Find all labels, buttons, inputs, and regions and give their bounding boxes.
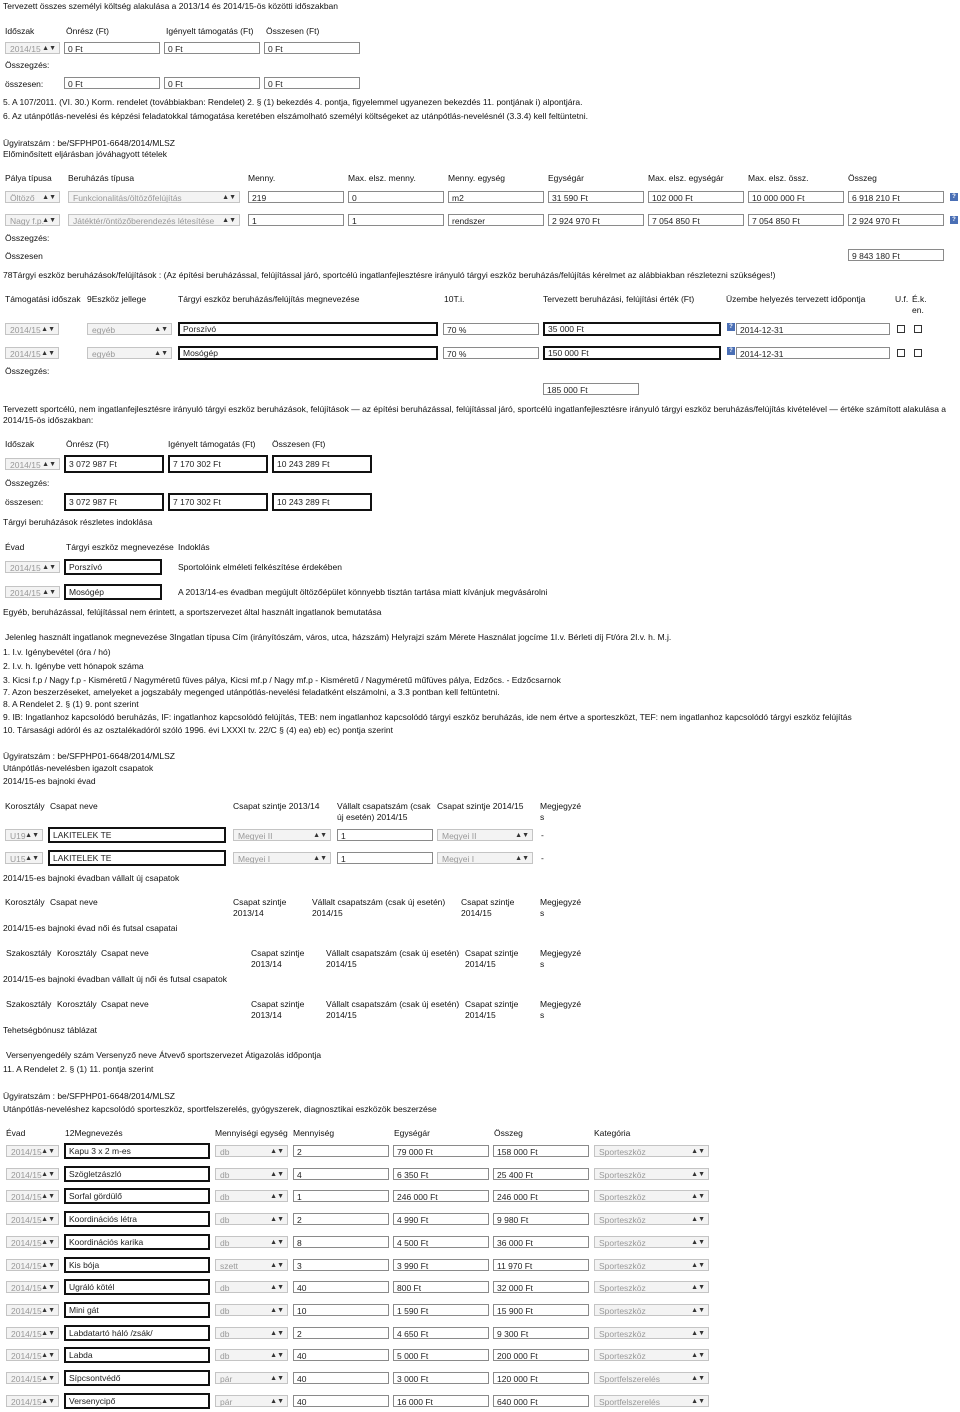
s7-new-col-level2-year: 2014/15 [461,908,492,918]
s6-headers: Jelenleg használt ingatlanok megnevezése 3Ingatlan típusa Cím (irányítószám, város, utca, házszám) Helyrajzi szám Mérete Használat jogcíme 1I.v. Bérleti díj Ft/óra 2I.v. h. M.j. [5,632,672,642]
s2-col-price: Egységár [548,173,584,183]
s1-period-select[interactable]: 2014/15 ▲▼ [5,42,60,54]
equipment-unit-select[interactable]: db ▲▼ [215,1236,288,1248]
equipment-season-select[interactable]: 2014/15 ▲▼ [6,1213,59,1225]
s3-ek-checkbox[interactable] [914,325,922,333]
s1-col-total: Összesen (Ft) [266,26,320,36]
s4-col-total: Összesen (Ft) [272,439,326,449]
equipment-sum: 32 000 Ft [493,1281,589,1293]
s2-price[interactable]: 2 924 970 Ft [548,214,644,226]
s7-col-count-2: új esetén) 2014/15 [337,812,408,822]
s4-total-own: 3 072 987 Ft [64,493,164,511]
equipment-category-select[interactable]: Sporteszköz ▲▼ [594,1327,709,1339]
s7-women-col-team: Csapat neve [101,948,149,958]
s2-maxtotal: 10 000 000 Ft [748,191,844,203]
s4-period-select[interactable]: 2014/15 ▲▼ [5,458,60,470]
s7-women-col-note-2: s [540,959,545,969]
equipment-qty-input[interactable]: 40 [293,1395,389,1407]
s7-talent-title: Tehetségbónusz táblázat [3,1025,98,1035]
s1-total-own: 0 Ft [64,77,160,89]
s6-note: 1. I.v. Igénybevétel (óra / hó) [3,647,111,657]
equipment-season-select[interactable]: 2014/15 ▲▼ [6,1372,59,1384]
s2-type-select[interactable]: Játéktér/öntözőberendezés létesítése ▲▼ [68,214,240,226]
equipment-sum: 36 000 Ft [493,1236,589,1248]
s8-col-unit: Mennyiségi egység [215,1128,288,1138]
help-icon[interactable]: ? [727,347,735,355]
s8-col-season: Évad [6,1128,26,1138]
s4-intro: Tervezett sportcélú, nem ingatlanfejlesztésre irányuló tárgyi eszköz beruházások, felújítások — az építési beruházással, felújítással járó, sportcélú ingatlanfejlesztésre irányuló tárgyi eszköz beruházás/felújítás kivételével — értéke számított alakulása a [3,404,947,414]
s7-women-col-level1-year: 2013/14 [251,959,282,969]
s1-total-label: összesen: [5,79,44,89]
equipment-price-input[interactable]: 4 500 Ft [393,1236,489,1248]
s7-team-input[interactable]: LAKITELEK TE [48,827,226,843]
s5-col-reason: Indoklás [178,542,210,552]
s7-wnew-col-age: Korosztály [57,999,97,1009]
footnote-6: 6. Az utánpótlás-nevelési és képzési feladatokkal támogatása keretében elszámolható személyi költségeket az utánpótlás-nevelésnél (3.3.4) kell feltüntetni. [3,111,588,121]
equipment-name-input[interactable]: Koordinációs létra [64,1211,210,1227]
equipment-qty-input[interactable]: 8 [293,1236,389,1248]
s7-women-new-title: 2014/15-es bajnoki évadban vállalt új női és futsal csapatok [3,974,227,984]
equipment-unit-select[interactable]: db ▲▼ [215,1145,288,1157]
equipment-name-input[interactable]: Sorfal gördülő [64,1188,210,1204]
equipment-sum: 200 000 Ft [493,1349,589,1361]
equipment-category-select[interactable]: Sporteszköz ▲▼ [594,1236,709,1248]
s7-new-col-note: Megjegyzé [540,897,582,907]
s7-talent-note: 11. A Rendelet 2. § (1) 11. pontja szerint [3,1064,154,1074]
s6-title: Egyéb, beruházással, felújítással nem érintett, a sportszervezet által használt ingatlanok bemutatása [3,607,382,617]
s7-new-col-team: Csapat neve [50,897,98,907]
equipment-qty-input[interactable]: 3 [293,1259,389,1271]
equipment-unit-select[interactable]: db ▲▼ [215,1327,288,1339]
equipment-season-select[interactable]: 2014/15 ▲▼ [6,1327,59,1339]
equipment-name-input[interactable]: Kis bója [64,1257,210,1273]
s2-total-label: Összesen [5,251,43,261]
s1-own-input[interactable]: 0 Ft [64,42,160,54]
equipment-season-select[interactable]: 2014/15 ▲▼ [6,1190,59,1202]
s3-ek-checkbox[interactable] [914,349,922,357]
s3-col-date: Üzembe helyezés tervezett időpontja [726,294,866,304]
equipment-price-input[interactable]: 3 000 Ft [393,1372,489,1384]
footnote-5: 5. A 107/2011. (VI. 30.) Korm. rendelet (továbbiakban: Rendelet) 2. § (1) bekezdés 4. pontja, figyelemmel ugyanezen bekezdés 11. pontjának i) alpontjára. [3,97,583,107]
s2-unit: m2 [448,191,544,203]
equipment-season-select[interactable]: 2014/15 ▲▼ [6,1304,59,1316]
s6-note: 8. A Rendelet 2. § (1) 9. pont szerint [3,699,139,709]
equipment-category-select[interactable]: Sporteszköz ▲▼ [594,1281,709,1293]
s2-type-select[interactable]: Funkcionalitás/öltözőfelújítás ▲▼ [68,191,240,203]
s3-summary-label: Összegzés: [5,366,50,376]
s2-field-select[interactable]: Nagy f.p. ▲▼ [5,214,60,226]
equipment-name-input[interactable]: Szögletzászló [64,1166,210,1182]
s8-file-number: Ügyiratszám : be/SFPHP01-6648/2014/MLSZ [3,1091,175,1101]
s4-col-support: Igényelt támogatás (Ft) [168,439,256,449]
s8-col-price: Egységár [394,1128,430,1138]
equipment-season-select[interactable]: 2014/15 ▲▼ [6,1349,59,1361]
equipment-name-input[interactable]: Mini gát [64,1302,210,1318]
equipment-sum: 120 000 Ft [493,1372,589,1384]
s7-women-col-age: Korosztály [57,948,97,958]
s7-new-title: 2014/15-es bajnoki évadban vállalt új csapatok [3,873,180,883]
equipment-season-select[interactable]: 2014/15 ▲▼ [6,1168,59,1180]
s2-summary-label: Összegzés: [5,233,50,243]
equipment-price-input[interactable]: 6 350 Ft [393,1168,489,1180]
s7-age-select[interactable]: U19 ▲▼ [5,829,43,841]
s3-col-kind: 9Eszköz jellege [87,294,147,304]
s3-intro: 78Tárgyi eszköz beruházások/felújítások : (Az építési beruházással, felújítással járó, sportcélú ingatlanfejlesztésre irányuló tárgyi eszköz beruházás/felújítás kérelmet az alábbiakban részletezni szükséges!) [3,270,776,280]
page-title: Tervezett összes személyi költség alakulása a 2013/14 és 2014/15-ös közötti időszakban [3,1,338,11]
s7-wnew-col-count: Vállalt csapatszám (csak új esetén) [326,999,460,1009]
equipment-season-select[interactable]: 2014/15 ▲▼ [6,1145,59,1157]
s7-wnew-col-note-2: s [540,1010,545,1020]
equipment-name-input[interactable]: Sípcsontvédő [64,1370,210,1386]
s2-maxqty: 1 [348,214,444,226]
s3-uf-checkbox[interactable] [897,349,905,357]
s7-col-count: Vállalt csapatszám (csak [337,801,431,811]
s2-col-unit: Menny. egység [448,173,506,183]
s7-col-level2: Csapat szintje 2014/15 [437,801,524,811]
s3-value-input[interactable]: 35 000 Ft [543,322,721,336]
pre-items-title: Előminősített eljárásban jóváhagyott tételek [3,149,167,159]
equipment-category-select[interactable]: Sporteszköz ▲▼ [594,1213,709,1225]
s7-new-col-count: Vállalt csapatszám (csak új esetén) [312,897,446,907]
s7-new-col-level2: Csapat szintje [461,897,515,907]
s8-col-name: 12Megnevezés [65,1128,123,1138]
s8-col-sum: Összeg [494,1128,523,1138]
s3-col-period: Támogatási időszak [5,294,81,304]
s1-total-input[interactable]: 0 Ft [264,42,360,54]
equipment-price-input[interactable]: 16 000 Ft [393,1395,489,1407]
equipment-price-input[interactable]: 79 000 Ft [393,1145,489,1157]
s7-women-col-section: Szakosztály [6,948,52,958]
equipment-qty-input[interactable]: 10 [293,1304,389,1316]
s2-col-maxtotal: Max. elsz. össz. [748,173,809,183]
s6-note: 7. Azon beszerzéseket, amelyeket a jogszabály megenged utánpótlás-nevelési feladatként elszámolni, a 3.3 pontban kell feltüntetni. [3,687,500,697]
s3-kind-select[interactable]: egyéb ▲▼ [87,323,172,335]
s3-total: 185 000 Ft [543,383,639,395]
s4-col-own: Önrész (Ft) [66,439,109,449]
s7-age-select[interactable]: U15 ▲▼ [5,852,43,864]
equipment-price-input[interactable]: 800 Ft [393,1281,489,1293]
s1-total-support: 0 Ft [164,77,260,89]
s2-maxtotal: 7 054 850 Ft [748,214,844,226]
equipment-sum: 9 300 Ft [493,1327,589,1339]
s3-date-input[interactable]: 2014-12-31 [736,323,890,335]
equipment-unit-select[interactable]: db ▲▼ [215,1213,288,1225]
equipment-price-input[interactable]: 4 990 Ft [393,1213,489,1225]
s5-reason: Sportolóink elméleti felkészítése érdekében [178,562,342,572]
s2-maxprice: 7 054 850 Ft [648,214,744,226]
s3-value-input[interactable]: 150 000 Ft [543,346,721,360]
s6-note: 10. Társasági adóról és az osztalékadóról szóló 1996. évi LXXXI tv. 22/C § (4) ea) eb) ec) pontja szerint [3,725,393,735]
equipment-unit-select[interactable]: pár ▲▼ [215,1372,288,1384]
s6-note: 2. I.v. h. Igénybe vett hónapok száma [3,661,144,671]
s2-col-field: Pálya típusa [5,173,52,183]
equipment-season-select[interactable]: 2014/15 ▲▼ [6,1395,59,1407]
s1-col-support: Igényelt támogatás (Ft) [166,26,254,36]
s7-col-note: Megjegyzé [540,801,582,811]
s1-col-own: Önrész (Ft) [66,26,109,36]
s7-wnew-col-section: Szakosztály [6,999,52,1009]
equipment-price-input[interactable]: 4 650 Ft [393,1327,489,1339]
s2-sum: 2 924 970 Ft [848,214,944,226]
s8-col-category: Kategória [594,1128,631,1138]
equipment-category-select[interactable]: Sporteszköz ▲▼ [594,1145,709,1157]
s7-level2-select[interactable]: Megyei I ▲▼ [437,852,533,864]
s7-new-col-level1: Csapat szintje [233,897,287,907]
s2-col-type: Beruházás típusa [68,173,135,183]
s3-col-name: Tárgyi eszköz beruházás/felújítás megnevezése [178,294,360,304]
s1-total-total: 0 Ft [264,77,360,89]
equipment-qty-input[interactable]: 40 [293,1349,389,1361]
s5-name[interactable]: Mosógép [64,584,162,600]
s3-name-input[interactable]: Mosógép [178,346,438,360]
equipment-unit-select[interactable]: db ▲▼ [215,1304,288,1316]
s3-name-input[interactable]: Porszívó [178,322,438,336]
s3-col-uf: U.f. [895,294,909,304]
s7-count-input[interactable]: 1 [337,829,433,841]
s2-col-maxqty: Max. elsz. menny. [348,173,416,183]
s7-col-level1: Csapat szintje 2013/14 [233,801,320,811]
s2-qty[interactable]: 1 [248,214,344,226]
s2-field-select[interactable]: Öltöző ▲▼ [5,191,60,203]
equipment-unit-select[interactable]: db ▲▼ [215,1190,288,1202]
s2-maxqty: 0 [348,191,444,203]
s2-maxprice: 102 000 Ft [648,191,744,203]
s3-kind-select[interactable]: egyéb ▲▼ [87,347,172,359]
equipment-qty-input[interactable]: 4 [293,1168,389,1180]
s7-wnew-col-note: Megjegyzé [540,999,582,1009]
s3-ti-input[interactable]: 70 % [443,347,539,359]
s5-col-name: Tárgyi eszköz megnevezése [66,542,174,552]
equipment-category-select[interactable]: Sporteszköz ▲▼ [594,1349,709,1361]
s7-wnew-col-level2-year: 2014/15 [465,1010,496,1020]
s3-date-input[interactable]: 2014-12-31 [736,347,890,359]
s5-season-select[interactable]: 2014/15 ▲▼ [5,561,60,573]
s2-unit: rendszer [448,214,544,226]
equipment-qty-input[interactable]: 2 [293,1145,389,1157]
s8-title: Utánpótlás-neveléshez kapcsolódó sporteszköz, sportfelszerelés, gyógyszerek, diagnosztikai eszközök beszerzése [3,1104,437,1114]
s2-total: 9 843 180 Ft [848,249,944,261]
help-icon[interactable]: ? [727,323,735,331]
s1-col-period: Időszak [5,26,35,36]
s3-period-select[interactable]: 2014/15 ▲▼ [5,323,59,335]
s7-women-col-note: Megjegyzé [540,948,582,958]
s7-title: Utánpótlás-nevelésben igazolt csapatok [3,763,154,773]
equipment-unit-select[interactable]: pár ▲▼ [215,1395,288,1407]
equipment-sum: 25 400 Ft [493,1168,589,1180]
s7-count-input[interactable]: 1 [337,852,433,864]
s1-support-input[interactable]: 0 Ft [164,42,260,54]
equipment-sum: 11 970 Ft [493,1259,589,1271]
equipment-category-select[interactable]: Sporteszköz ▲▼ [594,1190,709,1202]
equipment-name-input[interactable]: Kapu 3 x 2 m-es [64,1143,210,1159]
equipment-unit-select[interactable]: db ▲▼ [215,1349,288,1361]
equipment-season-select[interactable]: 2014/15 ▲▼ [6,1236,59,1248]
equipment-season-select[interactable]: 2014/15 ▲▼ [6,1259,59,1271]
equipment-sum: 158 000 Ft [493,1145,589,1157]
s1-summary-label: Összegzés: [5,60,50,70]
equipment-sum: 640 000 Ft [493,1395,589,1407]
s7-file-number: Ügyiratszám : be/SFPHP01-6648/2014/MLSZ [3,751,175,761]
s3-col-value: Tervezett beruházási, felújítási érték (Ft) [543,294,695,304]
s7-level1-select[interactable]: Megyei I ▲▼ [233,852,331,864]
s2-col-qty: Menny. [248,173,276,183]
s3-col-ek: É.k. [912,294,927,304]
equipment-unit-select[interactable]: db ▲▼ [215,1168,288,1180]
help-icon[interactable]: ? [950,216,958,224]
s7-talent-headers: Versenyengedély szám Versenyző neve Átvevő sportszervezet Átigazolás időpontja [6,1050,322,1060]
s3-ti-input[interactable]: 70 % [443,323,539,335]
s7-new-col-age: Korosztály [5,897,45,907]
equipment-name-input[interactable]: Ugráló kötél [64,1279,210,1295]
s7-women-title: 2014/15-es bajnoki évad női és futsal csapatai [3,923,178,933]
s7-women-col-level1: Csapat szintje [251,948,305,958]
s7-team-input[interactable]: LAKITELEK TE [48,850,226,866]
equipment-category-select[interactable]: Sportfelszerelés ▲▼ [594,1372,709,1384]
s7-col-note-2: s [540,812,545,822]
equipment-qty-input[interactable]: 40 [293,1281,389,1293]
equipment-price-input[interactable]: 5 000 Ft [393,1349,489,1361]
equipment-qty-input[interactable]: 40 [293,1372,389,1384]
equipment-price-input[interactable]: 1 590 Ft [393,1304,489,1316]
equipment-category-select[interactable]: Sportfelszerelés ▲▼ [594,1395,709,1407]
s7-level1-select[interactable]: Megyei II ▲▼ [233,829,331,841]
equipment-unit-select[interactable]: db ▲▼ [215,1281,288,1293]
s3-col-en: en. [912,305,924,315]
s2-sum: 6 918 210 Ft [848,191,944,203]
s5-col-season: Évad [5,542,25,552]
s4-total-label: összesen: [5,497,44,507]
equipment-price-input[interactable]: 3 990 Ft [393,1259,489,1271]
s7-col-age: Korosztály [5,801,45,811]
s7-note: - [541,830,544,840]
s7-wnew-col-level2: Csapat szintje [465,999,519,1009]
equipment-sum: 9 980 Ft [493,1213,589,1225]
equipment-name-input[interactable]: Versenycipő [64,1393,210,1409]
equipment-price-input[interactable]: 246 000 Ft [393,1190,489,1202]
equipment-sum: 246 000 Ft [493,1190,589,1202]
s7-new-col-level1-year: 2013/14 [233,908,264,918]
s6-note: 3. Kicsi f.p / Nagy f.p - Kisméretű / Nagyméretű füves pálya, Kicsi mf.p / Nagy mf.p - Kisméretű / Nagyméretű műfüves pálya, Edzőcs. - Edzőcsarnok [3,675,561,685]
s2-col-sum: Összeg [848,173,877,183]
equipment-sum: 15 900 Ft [493,1304,589,1316]
help-icon[interactable]: ? [950,193,958,201]
s8-col-qty: Mennyiség [293,1128,335,1138]
s7-season: 2014/15-es bajnoki évad [3,776,96,786]
s4-own: 3 072 987 Ft [64,455,164,473]
s5-reason: A 2013/14-es évadban megújult öltözőépület könnyebb tisztán tartása miatt kívánjuk megvásárolni [178,587,548,597]
s7-new-col-note-2: s [540,908,545,918]
s7-level2-select[interactable]: Megyei II ▲▼ [437,829,533,841]
s6-note: 9. IB: Ingatlanhoz kapcsolódó beruházás, IF: ingatlanhoz kapcsolódó felújítás, TEB: nem ingatlanhoz kapcsolódó tárgyi eszköz beruházás, ide nem értve a sporteszközt, TEF: nem ingatlanhoz kapcsolódó tárgyi eszköz felújítás [3,712,852,722]
s7-women-col-count-year: 2014/15 [326,959,357,969]
equipment-unit-select[interactable]: szett ▲▼ [215,1259,288,1271]
s7-women-col-level2-year: 2014/15 [465,959,496,969]
s7-col-team: Csapat neve [50,801,98,811]
s3-col-ti: 10T.i. [444,294,465,304]
s4-support: 7 170 302 Ft [168,455,268,473]
s5-season-select[interactable]: 2014/15 ▲▼ [5,586,60,598]
s7-wnew-col-level1-year: 2013/14 [251,1010,282,1020]
s2-col-maxprice: Max. elsz. egységár [648,173,724,183]
equipment-qty-input[interactable]: 2 [293,1327,389,1339]
s4-total-total: 10 243 289 Ft [272,493,372,511]
s4-total: 10 243 289 Ft [272,455,372,473]
s2-qty[interactable]: 219 [248,191,344,203]
s4-intro-period: 2014/15-ös időszakban: [3,415,94,425]
s7-women-col-count: Vállalt csapatszám (csak új esetén) [326,948,460,958]
s5-title: Tárgyi beruházások részletes indoklása [3,517,153,527]
equipment-name-input[interactable]: Labda [64,1347,210,1363]
s4-summary-label: Összegzés: [5,478,50,488]
equipment-qty-input[interactable]: 1 [293,1190,389,1202]
equipment-qty-input[interactable]: 2 [293,1213,389,1225]
equipment-category-select[interactable]: Sporteszköz ▲▼ [594,1259,709,1271]
s7-wnew-col-count-year: 2014/15 [326,1010,357,1020]
equipment-name-input[interactable]: Koordinációs karika [64,1234,210,1250]
equipment-category-select[interactable]: Sporteszköz ▲▼ [594,1304,709,1316]
s7-note: - [541,853,544,863]
s7-wnew-col-level1: Csapat szintje [251,999,305,1009]
equipment-name-input[interactable]: Labdatartó háló /zsák/ [64,1325,210,1341]
equipment-category-select[interactable]: Sporteszköz ▲▼ [594,1168,709,1180]
file-number: Ügyiratszám : be/SFPHP01-6648/2014/MLSZ [3,138,175,148]
s7-women-col-level2: Csapat szintje [465,948,519,958]
s7-new-col-count-year: 2014/15 [312,908,343,918]
s4-total-support: 7 170 302 Ft [168,493,268,511]
s2-price[interactable]: 31 590 Ft [548,191,644,203]
equipment-season-select[interactable]: 2014/15 ▲▼ [6,1281,59,1293]
s3-period-select[interactable]: 2014/15 ▲▼ [5,347,59,359]
s3-uf-checkbox[interactable] [897,325,905,333]
s4-col-period: Időszak [5,439,35,449]
s5-name[interactable]: Porszívó [64,559,162,575]
s7-wnew-col-team: Csapat neve [101,999,149,1009]
